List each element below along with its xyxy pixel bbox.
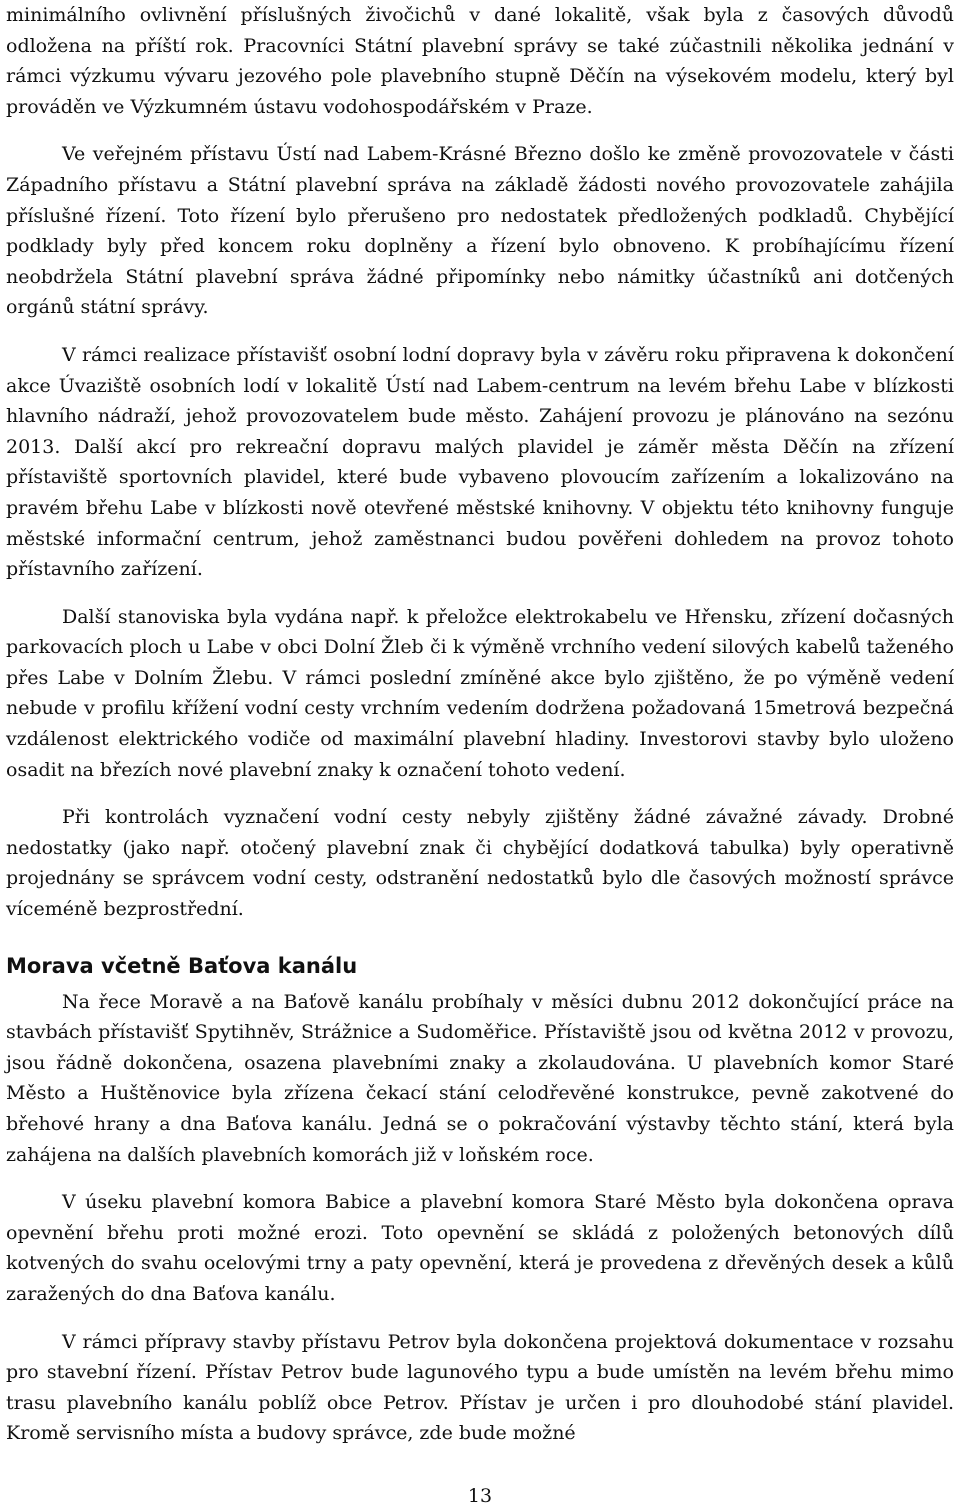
page-number: 13 <box>467 1485 493 1507</box>
paragraph-continued: minimálního ovlivnění příslušných živočichů v dané lokalitě, však byla z časových důvodů odložena na příští rok. Pracovníci Státní plavební správy se také zúčastnili několika jednání v rámci výzkumu vývaru jezového pole plavebního stupně Děčín na výsekovém modelu, který byl prováděn ve Výzkumném ústavu vodohospodářském v Praze. <box>6 4 954 118</box>
paragraph-morava-landings: Na řece Moravě a na Baťově kanálu probíhaly v měsíci dubnu 2012 dokončující práce na stavbách přístavišť Spytihněv, Strážnice a Sudoměřice. Přístaviště jsou od května 2012 v provozu, jsou řádně dokončena, osazena plavebními znaky a zkolaudována. U plavebních komor Staré Město a Huštěnovice byla zřízena čekací stání celodřevěné konstrukce, pevně zakotvené do břehové hrany a dna Baťova kanálu. Jedná se o pokračování výstavby těchto stání, která byla zahájena na dalších plavebních komorách již v loňském roce. <box>6 990 954 1166</box>
section-heading: Morava včetně Baťova kanálu <box>6 953 358 978</box>
document-page <box>6 0 954 1449</box>
paragraph-usti-port: Ve veřejném přístavu Ústí nad Labem-Krásné Březno došlo ke změně provozovatele v části Západního přístavu a Státní plavební správa na základě žádosti nového provozovatele zahájila příslušné řízení. Toto řízení bylo přerušeno pro nedostatek předložených podkladů. Chybějící podklady byly před koncem roku doplněny a řízení bylo obnoveno. K probíhajícímu řízení neobdržela Státní plavební správa žádné připomínky nebo námitky účastníků ani dotčených orgánů státní správy. <box>6 143 954 319</box>
paragraph-inspections: Při kontrolách vyznačení vodní cesty nebyly zjištěny žádné závažné závady. Drobné nedostatky (jako např. otočený plavební znak či chybějící dodatková tabulka) byly operativně projednány se správcem vodní cesty, odstranění nedostatků bylo dle časových možností správce víceméně bezprostřední. <box>6 806 954 921</box>
paragraph-bank-repair: V úseku plavební komora Babice a plavební komora Staré Město byla dokončena oprava opevnění břehu proti možné erozi. Toto opevnění se skládá z položených betonových dílů kotvených do svahu ocelovými trny a paty opevnění, která je provedena z dřevěných desek a kůlů zaražených do dna Baťova kanálu. <box>6 1191 954 1305</box>
paragraph-other-statements: Další stanoviska byla vydána např. k přeložce elektrokabelu ve Hřensku, zřízení dočasných parkovacích ploch u Labe v obci Dolní Žleb či k výměně vrchního vedení silových kabelů taženého přes Labe v Dolním Žlebu. V rámci poslední zmíněné akce bylo zjištěno, že po výměně vedení nebude v profilu křížení vodní cesty vrchním vedením dodržena požadovaná 15metrová bezpečná vzdálenost elektrického vodiče od maximální plavební hladiny. Investorovi stavby bylo uloženo osadit na březích nové plavební znaky k označení tohoto vedení. <box>6 605 954 781</box>
paragraph-petrov-port: V rámci přípravy stavby přístavu Petrov byla dokončena projektová dokumentace v rozsahu pro stavební řízení. Přístav Petrov bude lagunového typu a bude umístěn na levém břehu mimo trasu plavebního kanálu poblíž obce Petrov. Přístav je určen i pro dlouhodobé stání plavidel. Kromě servisního místa a budovy správce, zde bude možné <box>6 1330 954 1445</box>
paragraph-passenger-landings: V rámci realizace přístavišť osobní lodní dopravy byla v závěru roku připravena k dokončení akce Úvaziště osobních lodí v lokalitě Ústí nad Labem-centrum na levém břehu Labe v blízkosti hlavního nádraží, jehož provozovatelem bude město. Zahájení provozu je plánováno na sezónu 2013. Další akcí pro rekreační dopravu malých plavidel je záměr města Děčín na zřízení přístaviště sportovních plavidel, které bude vybaveno plovoucím zařízením a lokalizováno na pravém břehu Labe v blízkosti nově otevřené městské knihovny. V objektu této knihovny funguje městské informační centrum, jehož zaměstnanci budou pověřeni dohledem na provoz tohoto přístavního zařízení. <box>6 343 954 581</box>
